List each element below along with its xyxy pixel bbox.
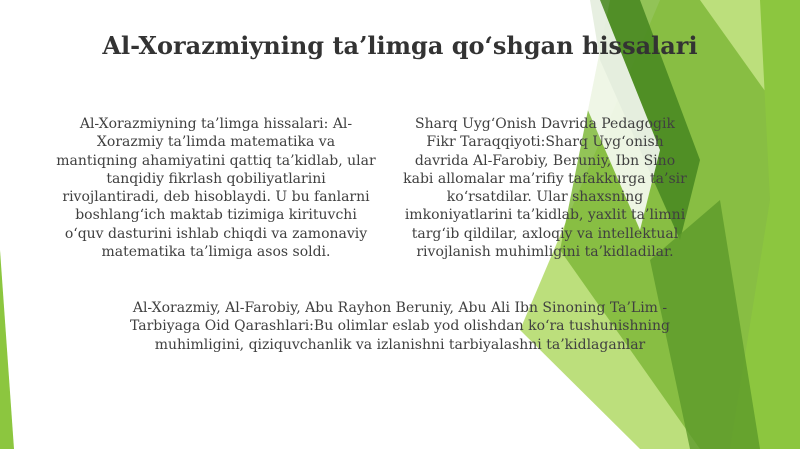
right-text-block: Sharq Uyg‘Onish Davrida Pedagogik Fikr Taraqqiyoti:Sharq Uyg‘onish davrida Al-Farobiy, Beruniy, Ibn Sino kabi allomalar ma’rifiy tafakkurga ta’sir ko‘rsatdilar. Ular shaxsning imkoniyatlarini ta’kidlab, yaxlit ta’limni targ‘ib qildilar, axloqiy va intellektual rivojlanish muhimligini ta’kidladilar. (403, 116, 687, 261)
left-corner-shape (0, 250, 14, 449)
slide-title: Al-Xorazmiyning ta’limga qo‘shgan hissalari (102, 31, 698, 60)
bottom-text-block: Al-Xorazmiy, Al-Farobiy, Abu Rayhon Beruniy, Abu Ali Ibn Sinoning Ta’Lim - Tarbiyaga Oid Qarashlari:Bu olimlar eslab yod olishdan ko‘ra tushunishning muhimligini, qiziquvchanlik va izlanishni tarbiyalashni ta’kidlaganlar (130, 300, 670, 353)
left-text-block: Al-Xorazmiyning ta’limga hissalari: Al-Xorazmiy ta’limda matematika va mantiqning ahamiyatini qattiq ta’kidlab, ular tanqidiy fikrlash qobiliyatlarini rivojlantiradi, deb hisoblaydi. U bu fanlarni boshlang‘ich maktab tizimiga kirituvchi o‘quv dasturini ishlab chiqdi va zamonaviy matematika ta’limiga asos soldi. (56, 116, 376, 261)
